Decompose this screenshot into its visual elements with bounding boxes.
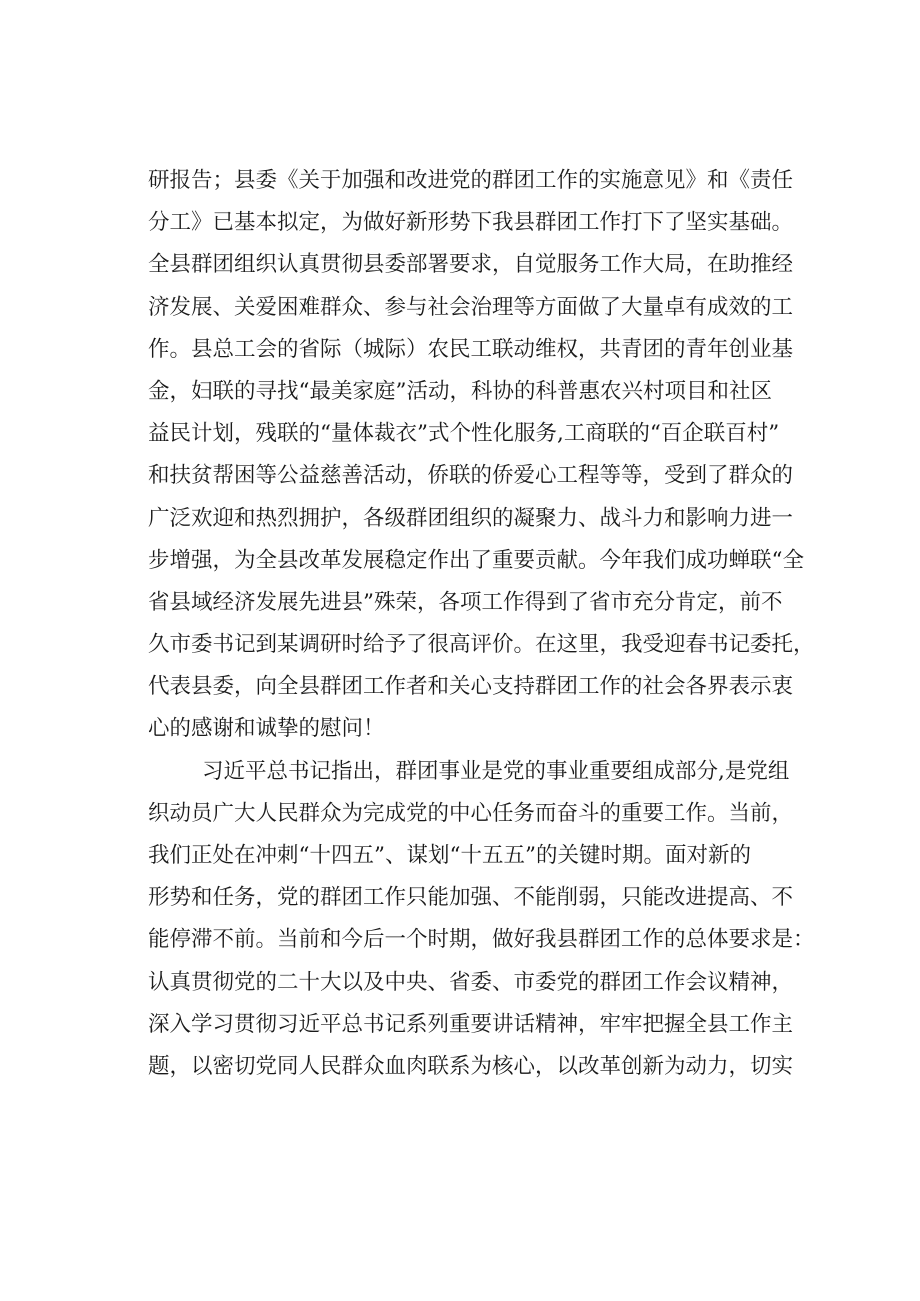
text-line: 全县群团组织认真贯彻县委部署要求，自觉服务工作大局，在助推经 bbox=[148, 252, 794, 278]
text-line: 深入学习贯彻习近平总书记系列重要讲话精神，牢牢把握全县工作主 bbox=[148, 1011, 794, 1037]
document-page bbox=[148, 160, 815, 1088]
text-line: 织动员广大人民群众为完成党的中心任务而奋斗的重要工作。当前， bbox=[148, 800, 794, 826]
text-line: 金，妇联的寻找“最美家庭”活动，科协的科普惠农兴村项目和社区 bbox=[148, 378, 772, 404]
text-line: 能停滞不前。当前和今后一个时期，做好我县群团工作的总体要求是： bbox=[148, 927, 815, 953]
text-line: 和扶贫帮困等公益慈善活动，侨联的侨爱心工程等等，受到了群众的 bbox=[148, 463, 794, 489]
text-line: 益民计划，残联的“量体裁衣”式个性化服务,工商联的“百企联百村” bbox=[148, 421, 780, 447]
text-line: 作。县总工会的省际（城际）农民工联动维权，共青团的青年创业基 bbox=[148, 336, 794, 362]
paragraph-1 bbox=[148, 160, 815, 751]
text-line: 代表县委，向全县群团工作者和关心支持群团工作的社会各界表示衷 bbox=[148, 674, 794, 700]
paragraph-2 bbox=[148, 751, 815, 1089]
text-line: 广泛欢迎和热烈拥护，各级群团组织的凝聚力、战斗力和影响力进一 bbox=[148, 505, 794, 531]
text-line: 步增强，为全县改革发展稳定作出了重要贡献。今年我们成功蝉联“全 bbox=[148, 547, 804, 573]
text-line: 省县域经济发展先进县”殊荣，各项工作得到了省市充分肯定，前不 bbox=[148, 589, 783, 615]
text-line: 久市委书记到某调研时给予了很高评价。在这里，我受迎春书记委托， bbox=[148, 632, 815, 658]
text-line: 认真贯彻党的二十大以及中央、省委、市委党的群团工作会议精神， bbox=[148, 969, 794, 995]
text-line: 研报告；县委《关于加强和改进党的群团工作的实施意见》和《责任 bbox=[148, 168, 794, 193]
text-line: 心的感谢和诚挚的慰问！ bbox=[148, 716, 385, 742]
text-line: 习近平总书记指出，群团事业是党的事业重要组成部分,是党组 bbox=[202, 758, 790, 784]
text-line: 分工》已基本拟定，为做好新形势下我县群团工作打下了坚实基础。 bbox=[148, 210, 794, 236]
text-line: 形势和任务，党的群团工作只能加强、不能削弱，只能改进提高、不 bbox=[148, 885, 794, 911]
text-line: 我们正处在冲刺“十四五”、谋划“十五五”的关键时期。面对新的 bbox=[148, 843, 751, 868]
text-line: 题，以密切党同人民群众血肉联系为核心，以改革创新为动力，切实 bbox=[148, 1053, 794, 1079]
text-line: 济发展、关爱困难群众、参与社会治理等方面做了大量卓有成效的工 bbox=[148, 294, 794, 320]
